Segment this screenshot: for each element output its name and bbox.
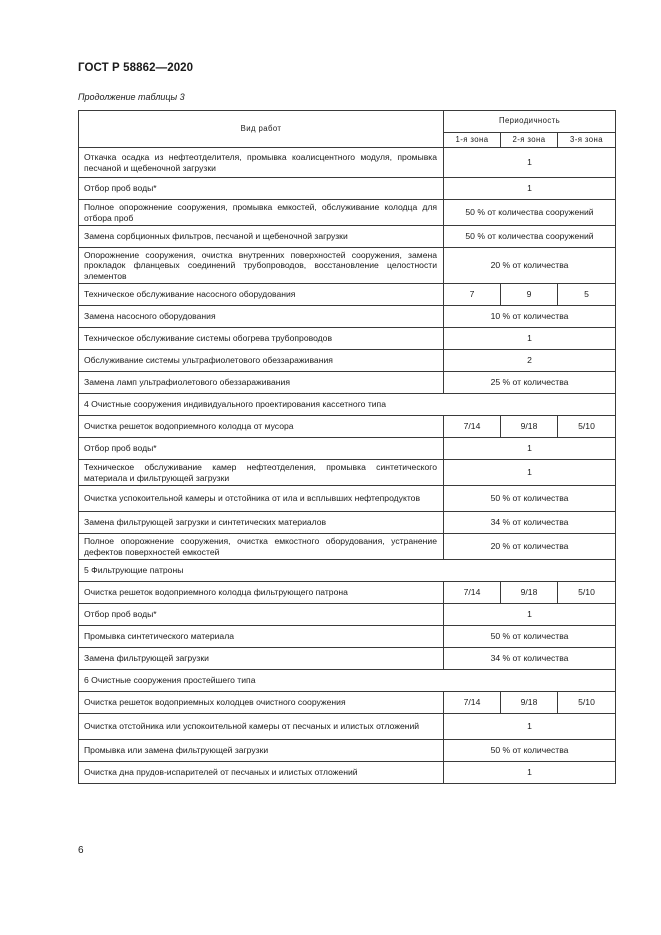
zone-2-value: 9/18	[501, 692, 558, 714]
work-type-cell: Очистка решеток водоприемного колодца фильтрующего патрона	[79, 582, 444, 604]
work-type-cell: Очистка дна прудов-испарителей от песчаных и илистых отложений	[79, 762, 444, 784]
work-type-cell: Промывка или замена фильтрующей загрузки	[79, 740, 444, 762]
zone-2-value: 9/18	[501, 416, 558, 438]
periodicity-value: 1	[444, 762, 616, 784]
periodicity-value: 1	[444, 148, 616, 178]
work-type-cell: Обслуживание системы ультрафиолетового обеззараживания	[79, 350, 444, 372]
work-type-cell: Техническое обслуживание камер нефтеотделения, промывка синтетического материала и фильтрующей загрузки	[79, 460, 444, 486]
zone-2-value: 9/18	[501, 582, 558, 604]
periodicity-value: 1	[444, 714, 616, 740]
section-heading: 4 Очистные сооружения индивидуального проектирования кассетного типа	[79, 394, 616, 416]
document-title: ГОСТ Р 58862—2020	[78, 62, 194, 74]
periodicity-value: 34 % от количества	[444, 512, 616, 534]
work-type-cell: Очистка решеток водоприемного колодца от мусора	[79, 416, 444, 438]
section-heading: 5 Фильтрующие патроны	[79, 560, 616, 582]
periodicity-value: 1	[444, 178, 616, 200]
table-row	[79, 248, 616, 284]
periodicity-value: 50 % от количества	[444, 486, 616, 512]
table-row	[79, 284, 616, 306]
work-type-cell: Замена сорбционных фильтров, песчаной и щебеночной загрузки	[79, 226, 444, 248]
work-type-cell: Замена насосного оборудования	[79, 306, 444, 328]
header-zone-1: 1-я зона	[444, 133, 501, 148]
work-type-cell: Полное опорожнение сооружения, очистка емкостного оборудования, устранение дефектов поверхностей емкостей	[79, 534, 444, 560]
zone-3-value: 5/10	[558, 582, 616, 604]
header-zone-3: 3-я зона	[558, 133, 616, 148]
periodicity-value: 50 % от количества	[444, 740, 616, 762]
table-body	[79, 148, 616, 784]
header-work-type: Вид работ	[79, 111, 444, 148]
table-row	[79, 226, 616, 248]
periodicity-value: 50 % от количества	[444, 626, 616, 648]
periodicity-value: 2	[444, 350, 616, 372]
table-row	[79, 582, 616, 604]
table-row	[79, 200, 616, 226]
section-heading: 6 Очистные сооружения простейшего типа	[79, 670, 616, 692]
periodicity-value: 1	[444, 604, 616, 626]
work-type-cell: Опорожнение сооружения, очистка внутренних поверхностей сооружения, замена прокладок фланцевых соединений трубопроводов, восстановление целостности элементов	[79, 248, 444, 284]
work-type-cell: Отбор проб воды*	[79, 438, 444, 460]
zone-3-value: 5/10	[558, 416, 616, 438]
header-periodicity: Периодичность	[444, 111, 616, 133]
header-zone-2: 2-я зона	[501, 133, 558, 148]
periodicity-value: 34 % от количества	[444, 648, 616, 670]
table-row	[79, 714, 616, 740]
periodicity-value: 50 % от количества сооружений	[444, 226, 616, 248]
work-type-cell: Очистка успокоительной камеры и отстойника от ила и всплывших нефтепродуктов	[79, 486, 444, 512]
work-type-cell: Очистка решеток водоприемных колодцев очистного сооружения	[79, 692, 444, 714]
periodicity-value: 20 % от количества	[444, 248, 616, 284]
page-number: 6	[78, 845, 84, 856]
work-type-cell: Техническое обслуживание насосного оборудования	[79, 284, 444, 306]
table-row	[79, 372, 616, 394]
table-row	[79, 604, 616, 626]
work-type-cell: Отбор проб воды*	[79, 178, 444, 200]
table-row	[79, 534, 616, 560]
zone-1-value: 7/14	[444, 692, 501, 714]
table-row	[79, 350, 616, 372]
work-type-cell: Очистка отстойника или успокоительной камеры от песчаных и илистых отложений	[79, 714, 444, 740]
table-row	[79, 762, 616, 784]
work-type-cell: Откачка осадка из нефтеотделителя, промывка коалисцентного модуля, промывка песчаной и щебеночной загрузки	[79, 148, 444, 178]
work-type-cell: Промывка синтетического материала	[79, 626, 444, 648]
zone-2-value: 9	[501, 284, 558, 306]
work-type-cell: Техническое обслуживание системы обогрева трубопроводов	[79, 328, 444, 350]
table-row	[79, 148, 616, 178]
zone-3-value: 5	[558, 284, 616, 306]
periodicity-value: 1	[444, 460, 616, 486]
table-row	[79, 740, 616, 762]
table-row	[79, 670, 616, 692]
table-row	[79, 328, 616, 350]
work-type-cell: Замена ламп ультрафиолетового обеззараживания	[79, 372, 444, 394]
table-row	[79, 626, 616, 648]
periodicity-table	[78, 110, 616, 784]
table-row	[79, 692, 616, 714]
zone-1-value: 7	[444, 284, 501, 306]
zone-3-value: 5/10	[558, 692, 616, 714]
periodicity-value: 1	[444, 328, 616, 350]
periodicity-value: 50 % от количества сооружений	[444, 200, 616, 226]
work-type-cell: Замена фильтрующей загрузки и синтетических материалов	[79, 512, 444, 534]
table-row	[79, 438, 616, 460]
table-row	[79, 178, 616, 200]
table-row	[79, 394, 616, 416]
periodicity-value: 20 % от количества	[444, 534, 616, 560]
work-type-cell: Замена фильтрующей загрузки	[79, 648, 444, 670]
work-type-cell: Отбор проб воды*	[79, 604, 444, 626]
periodicity-value: 1	[444, 438, 616, 460]
zone-1-value: 7/14	[444, 582, 501, 604]
periodicity-value: 25 % от количества	[444, 372, 616, 394]
table-row	[79, 306, 616, 328]
table-row	[79, 648, 616, 670]
work-type-cell: Полное опорожнение сооружения, промывка емкостей, обслуживание колодца для отбора проб	[79, 200, 444, 226]
table-row	[79, 560, 616, 582]
periodicity-value: 10 % от количества	[444, 306, 616, 328]
table-row	[79, 460, 616, 486]
table-caption: Продолжение таблицы 3	[78, 92, 185, 102]
table-row	[79, 486, 616, 512]
table-row	[79, 512, 616, 534]
table-row	[79, 416, 616, 438]
zone-1-value: 7/14	[444, 416, 501, 438]
